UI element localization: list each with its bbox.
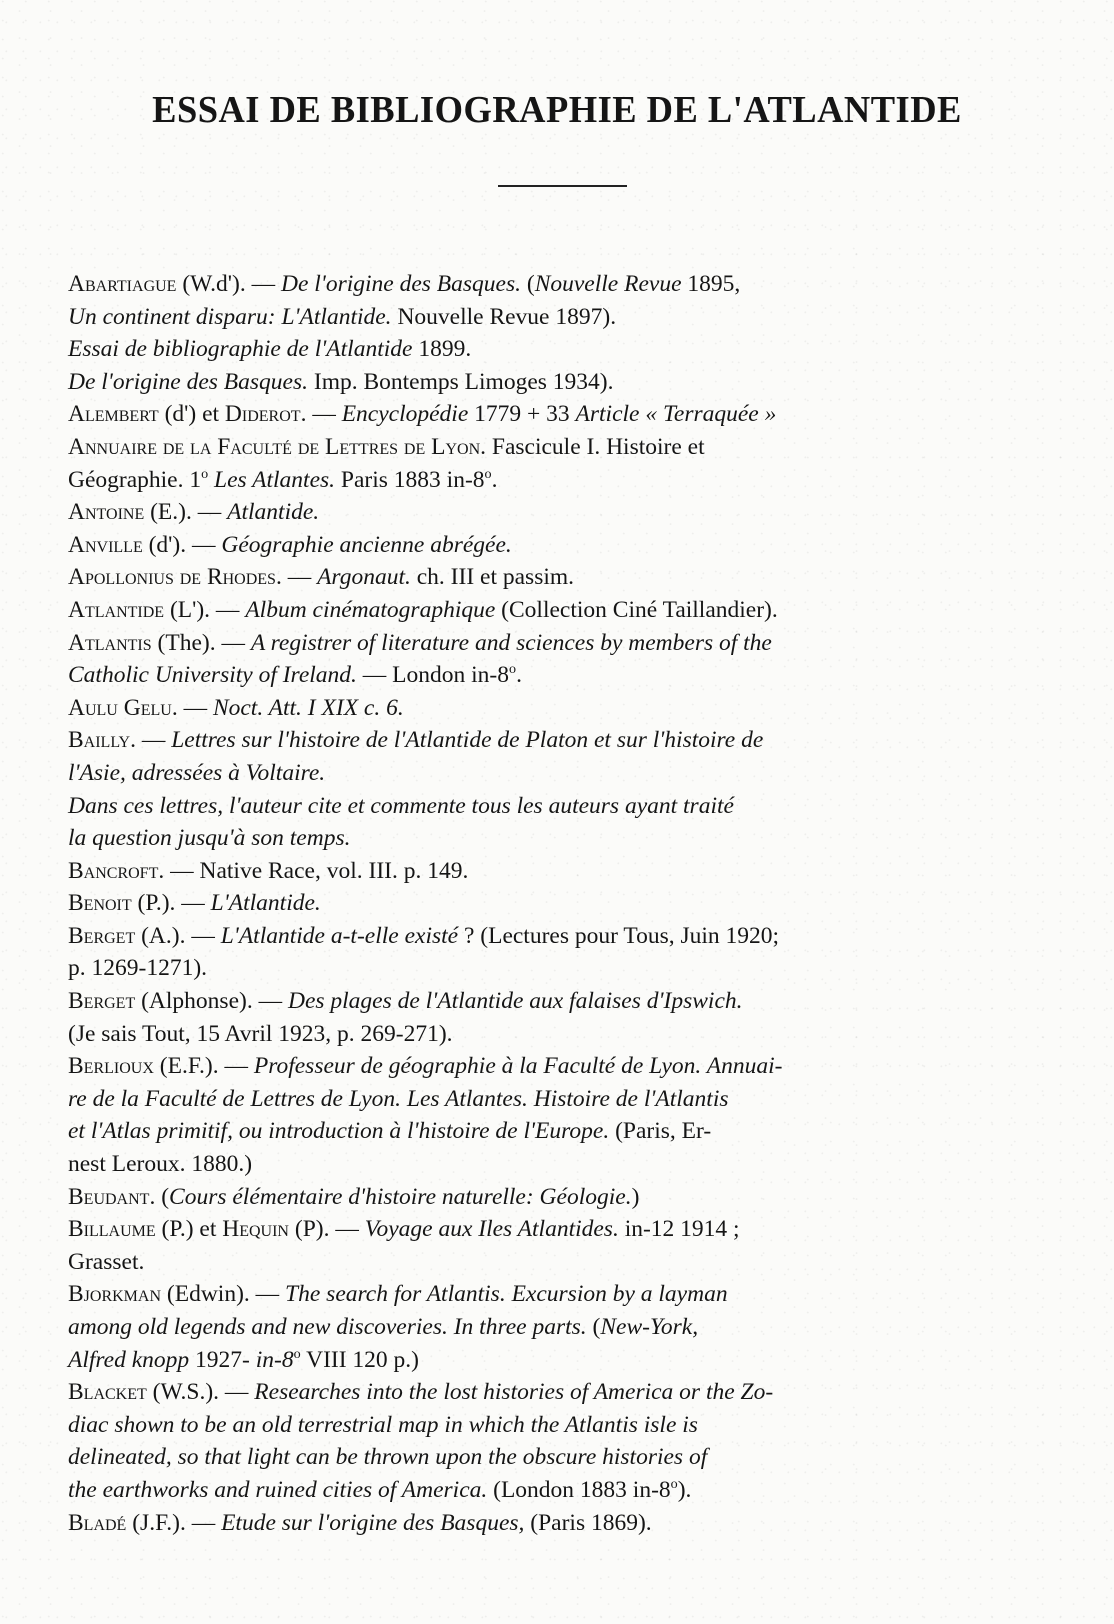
author-name: Berget [68,988,136,1015]
entry-line [68,1441,1064,1474]
superscript: o [670,1476,678,1493]
text: p. 1269-1271). [68,955,208,982]
text: (Je sais Tout, 15 Avril 1923, p. 269-271). [68,1020,453,1047]
italic-title: Researches into the lost histories of America or the Zo- [254,1379,774,1406]
author-name: Annuaire de la Faculté de Lettres de Lyon [68,433,481,460]
text: in-12 1914 ; [624,1216,740,1243]
text: . — [300,401,342,428]
entry-line [68,1246,1064,1279]
italic-title: Noct. Att. I XIX c. 6. [212,694,404,721]
text: ). [677,1476,692,1503]
text: (Edwin). — [161,1281,286,1308]
text: . — [275,564,318,591]
entry-line [68,920,1064,953]
bibliography-entry [68,692,1064,725]
text: (d') et [158,401,225,428]
text: . ( [149,1183,170,1210]
text: . — [130,727,172,754]
text: (d'). — [142,531,222,558]
italic-title: A registrer of literature and sciences by members of the [250,629,772,656]
text: (E.). — [144,499,228,526]
italic-title: the earthworks and ruined cities of America. [68,1476,494,1503]
entry-line [68,1409,1064,1442]
entry-line [68,301,1064,334]
bibliography-entry [68,529,1064,562]
entry-line [68,724,1064,757]
text: Géographie. 1 [68,466,202,493]
italic-title: re de la Faculté de Lettres de Lyon. Les Atlantes. Histoire de l'Atlantis [68,1085,729,1112]
entry-line [68,1311,1064,1344]
text: (London 1883 in-8 [493,1476,671,1503]
entry-line [68,887,1064,920]
text: (Alphonse). — [135,988,288,1015]
italic-title: Alfred knopp [68,1346,196,1373]
author-name: Bladé [68,1509,127,1536]
entry-line [68,692,1064,725]
entry-line [68,431,1064,464]
entry-line [68,1181,1064,1214]
entry-line [68,1148,1064,1181]
entry-line [68,594,1064,627]
italic-title: Professeur de géographie à la Faculté de Lyon. Annuai- [253,1053,783,1080]
italic-title: Article « Terraquée » [575,401,777,428]
author-name: Antoine [68,499,145,526]
entry-line [68,398,1064,431]
text: (W.S.). — [146,1379,255,1406]
bibliography-entry [68,1213,1064,1278]
italic-title: New-York, [600,1314,699,1340]
italic-title: la question jusqu'à son temps. [68,825,351,852]
entry-line [68,822,1064,855]
text: (The). — [151,629,251,656]
author-name: Bjorkman [68,1281,162,1308]
text: (Paris 1869). [530,1509,652,1536]
text: (Paris, Er- [615,1118,712,1145]
author-name: Anville [68,531,143,558]
bibliography-entry [68,1376,1064,1506]
text: VIII 120 p.) [300,1346,420,1373]
entry-line [68,561,1064,594]
italic-title: Les Atlantes. [214,466,341,493]
bibliography-entry [68,1507,1064,1540]
bibliography-entry [68,1181,1064,1214]
italic-title: Essai de bibliographie de l'Atlantide [68,336,419,363]
entry-line [68,1083,1064,1116]
entry-line [68,529,1064,562]
bibliography-entry [68,561,1064,594]
italic-title: L'Atlantide. [210,890,321,917]
author-name: Abartiague [68,271,177,297]
text: 1927- [195,1346,256,1373]
text: (J.F.). — [126,1509,222,1536]
author-name: Hequin [222,1216,289,1243]
author-name: Bailly [68,727,131,754]
bibliography-entry [68,985,1064,1050]
entry-line [68,268,1064,301]
italic-title: Voyage aux Iles Atlantides. [364,1216,625,1243]
entry-line [68,790,1064,823]
italic-title: Argonaut. [317,564,417,591]
entry-line [68,1474,1064,1507]
italic-title: in-8 [255,1346,294,1373]
entry-line [68,1507,1064,1540]
text: . Fascicule I. Histoire et [480,433,705,460]
superscript: o [293,1345,301,1362]
entry-line [68,952,1064,985]
author-name: Aulu Gelu [68,694,172,721]
text: . — Native Race, vol. III. p. 149. [158,857,469,884]
superscript: o [201,465,209,482]
italic-title: De l'origine des Basques. [281,271,527,297]
text: ch. III et passim. [416,564,575,591]
bibliography-entry [68,920,1064,985]
author-name: Berlioux [68,1053,154,1080]
text: nest Leroux. 1880.) [68,1151,253,1178]
italic-title: Album cinématographique [245,596,502,623]
entry-line [68,333,1064,366]
text: 1899. [418,336,472,363]
italic-title: L'Atlantide a-t-elle existé [220,922,464,949]
text: 1779 + 33 [474,401,576,428]
bibliography-entry [68,594,1064,627]
bibliography-entry [68,496,1064,529]
entry-line [68,757,1064,790]
italic-title: Géographie ancienne abrégée. [221,531,512,558]
entry-line [68,1278,1064,1311]
entry-line [68,1213,1064,1246]
text: Imp. Bontemps Limoges 1934). [313,368,614,395]
text: (Collection Ciné Taillandier). [501,596,778,623]
author-name: Bancroft [68,857,159,884]
entry-line [68,1018,1064,1051]
entry-line [68,1376,1064,1409]
text: 1895, [687,271,741,297]
title-divider [498,185,627,187]
author-name: Benoit [68,890,132,917]
superscript: o [484,465,492,482]
italic-title: Nouvelle Revue [534,271,688,297]
entry-line [68,1344,1064,1377]
text: — London in-8 [362,662,510,689]
text: (E.F.). — [153,1053,254,1080]
text: (L'). — [164,596,246,623]
italic-title: among old legends and new discoveries. In three parts. [68,1314,593,1340]
bibliography-entry [68,1278,1064,1376]
italic-title: Atlantide. [227,499,320,526]
entry-line [68,464,1064,497]
superscript: o [509,661,517,678]
bibliography-list [68,268,1064,1539]
text: . — [171,694,213,721]
italic-title: Un continent disparu: L'Atlantide. [68,303,398,330]
italic-title: Etude sur l'origine des Basques, [221,1509,531,1536]
text: Nouvelle Revue 1897). [397,303,617,330]
author-name: Beudant [68,1183,150,1210]
author-name: Billaume [68,1216,156,1243]
italic-title: Dans ces lettres, l'auteur cite et commente tous les auteurs ayant traité [68,792,734,819]
italic-title: Des plages de l'Atlantide aux falaises d'Ipswich. [287,988,743,1015]
italic-title: The search for Atlantis. Excursion by a layman [285,1281,728,1308]
entry-line [68,366,1064,399]
italic-title: et l'Atlas primitif, ou introduction à l'histoire de l'Europe. [68,1118,616,1145]
author-name: Diderot [224,401,301,428]
italic-title: Encyclopédie [341,401,475,428]
entry-line [68,1115,1064,1148]
text: ? (Lectures pour Tous, Juin 1920; [463,922,780,949]
italic-title: Catholic University of Ireland. [68,662,363,689]
entry-line [68,985,1064,1018]
author-name: Apollonius de Rhodes [68,564,276,591]
entry-line [68,855,1064,888]
text: (P.). — [131,890,211,917]
text: ( [592,1314,601,1340]
italic-title: l'Asie, adressées à Voltaire. [68,759,326,786]
text: . [516,662,522,689]
entry-line [68,627,1064,660]
italic-title: Cours élémentaire d'histoire naturelle: Géologie. [169,1183,632,1210]
bibliography-entry [68,398,1064,431]
text: Grasset. [68,1248,145,1275]
bibliography-entry [68,855,1064,888]
italic-title: diac shown to be an old terrestrial map in which the Atlantis isle is [68,1411,698,1438]
author-name: Blacket [68,1379,147,1406]
italic-title: De l'origine des Basques. [68,368,314,395]
bibliography-entry [68,1050,1064,1180]
entry-line [68,1050,1064,1083]
text: (P.) et [155,1216,223,1243]
bibliography-entry [68,887,1064,920]
author-name: Atlantide [68,596,165,623]
author-name: Alembert [68,401,159,428]
author-name: Berget [68,922,136,949]
text: . [491,466,498,493]
text: (W.d'). — [176,271,281,297]
author-name: Atlantis [68,629,152,656]
italic-title: Lettres sur l'histoire de l'Atlantide de Platon et sur l'histoire de [171,727,764,754]
bibliography-entry [68,627,1064,692]
bibliography-entry [68,431,1064,496]
bibliography-entry [68,268,1064,398]
italic-title: delineated, so that light can be thrown upon the obscure histories of [68,1444,708,1471]
entry-line [68,659,1064,692]
entry-line [68,496,1064,529]
text: ( [526,271,535,297]
bibliography-entry [68,724,1064,854]
text: ) [631,1183,640,1210]
page-title: ESSAI DE BIBLIOGRAPHIE DE L'ATLANTIDE [152,89,962,131]
text: (A.). — [135,922,221,949]
text: Paris 1883 in-8 [340,466,485,493]
text: (P). — [289,1216,365,1243]
